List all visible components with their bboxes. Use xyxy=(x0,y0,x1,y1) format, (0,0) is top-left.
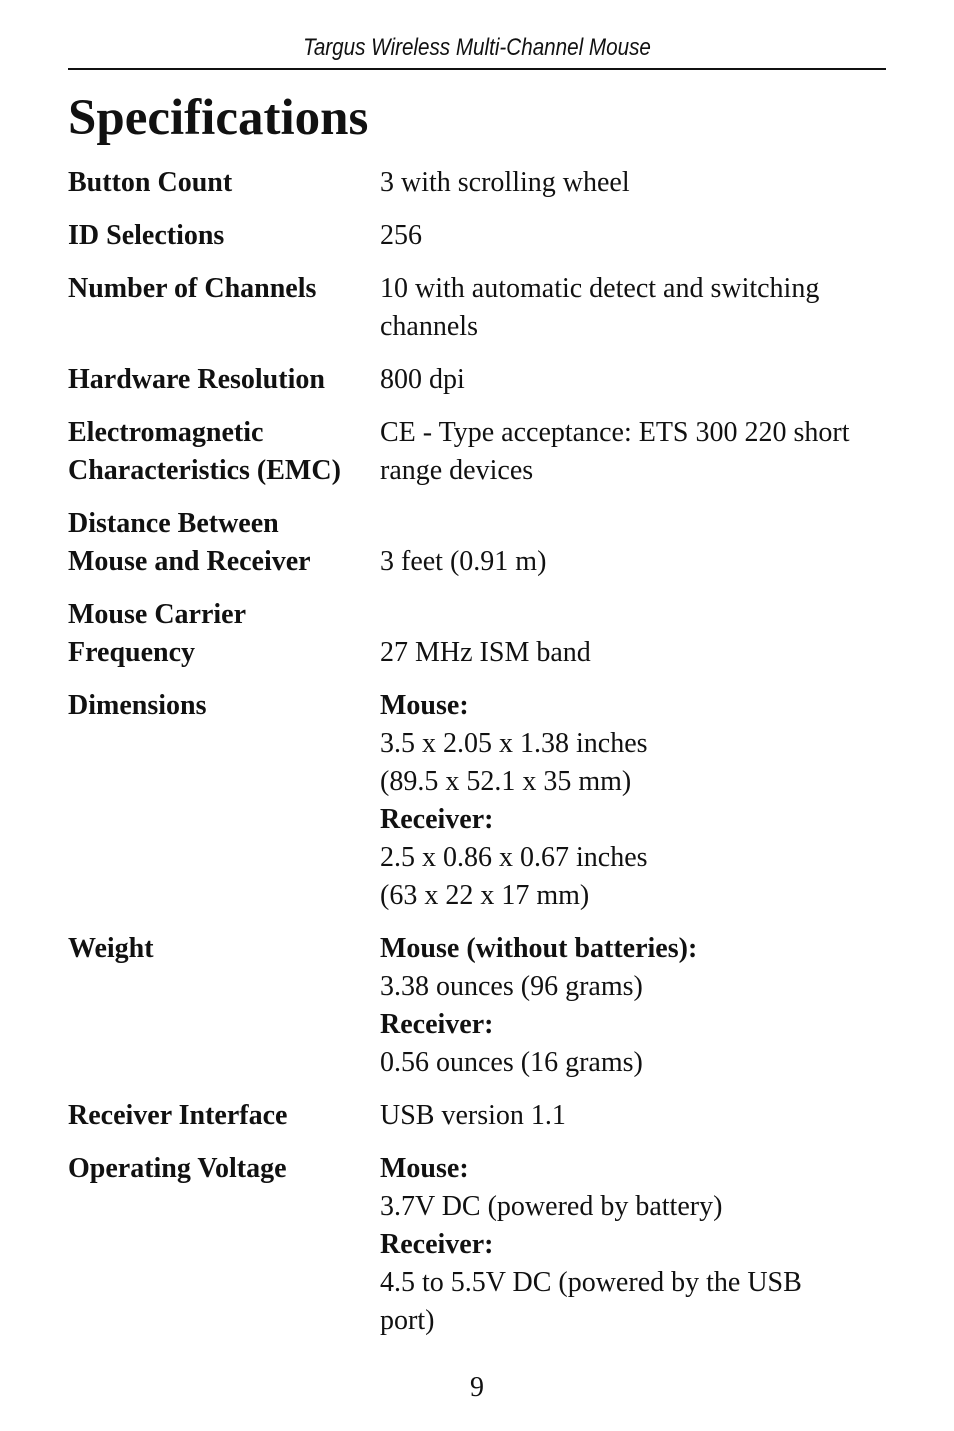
spec-label-line: Receiver Interface xyxy=(68,1100,288,1131)
spec-row xyxy=(68,361,886,399)
spec-value-line: 2.5 x 0.86 x 0.67 inches xyxy=(380,842,648,873)
spec-label-line: Frequency xyxy=(68,637,196,668)
spec-label-line: Number of Channels xyxy=(68,273,317,304)
spec-label-line: Button Count xyxy=(68,167,233,198)
spec-value xyxy=(380,505,886,581)
spec-label-line: Mouse and Receiver xyxy=(68,546,311,577)
spec-label xyxy=(68,930,380,1082)
spec-value xyxy=(380,164,886,202)
spec-row xyxy=(68,687,886,915)
spec-label xyxy=(68,217,380,255)
spec-label xyxy=(68,1150,380,1340)
spec-value xyxy=(380,1097,886,1135)
spec-label xyxy=(68,1097,380,1135)
spec-value-line: 3.7V DC (powered by battery) xyxy=(380,1191,723,1222)
spec-value-line: port) xyxy=(380,1305,435,1336)
spec-value-line: range devices xyxy=(380,455,534,486)
spec-label-line: Dimensions xyxy=(68,690,207,721)
spec-label-line: Mouse Carrier xyxy=(68,599,247,630)
header-rule xyxy=(68,68,886,70)
spec-value-subheading: Receiver: xyxy=(380,804,494,835)
spec-value-line: 4.5 to 5.5V DC (powered by the USB xyxy=(380,1267,802,1298)
spec-label-line: Distance Between xyxy=(68,508,279,539)
spec-row xyxy=(68,596,886,672)
spec-value-line: (63 x 22 x 17 mm) xyxy=(380,880,590,911)
spec-value xyxy=(380,361,886,399)
spec-value-line: 27 MHz ISM band xyxy=(380,637,591,668)
spec-value-line: channels xyxy=(380,311,478,342)
spec-row xyxy=(68,930,886,1082)
spec-label xyxy=(68,596,380,672)
spec-label xyxy=(68,505,380,581)
spec-label xyxy=(68,687,380,915)
spec-row xyxy=(68,217,886,255)
spec-value-line: USB version 1.1 xyxy=(380,1100,566,1131)
spec-value-subheading: Mouse (without batteries): xyxy=(380,933,698,964)
spec-value xyxy=(380,596,886,672)
spec-value-line: 3 feet (0.91 m) xyxy=(380,546,547,577)
spec-value xyxy=(380,930,886,1082)
spec-label xyxy=(68,361,380,399)
spec-value-subheading: Mouse: xyxy=(380,690,469,721)
spec-label-line: Hardware Resolution xyxy=(68,364,325,395)
spec-label-line: Characteristics (EMC) xyxy=(68,455,341,486)
spec-row xyxy=(68,414,886,490)
spec-label xyxy=(68,270,380,346)
spec-value-line: 3.38 ounces (96 grams) xyxy=(380,971,643,1002)
spec-value-line: 3 with scrolling wheel xyxy=(380,167,630,198)
spec-row xyxy=(68,1097,886,1135)
spec-label-line: ID Selections xyxy=(68,220,225,251)
spec-label-line: Weight xyxy=(68,933,154,964)
spec-table xyxy=(68,164,886,1355)
spec-value-subheading: Mouse: xyxy=(380,1153,469,1184)
spec-value-line: 10 with automatic detect and switching xyxy=(380,273,820,304)
spec-value-line: 0.56 ounces (16 grams) xyxy=(380,1047,643,1078)
spec-value xyxy=(380,270,886,346)
spec-value-subheading: Receiver: xyxy=(380,1229,494,1260)
spec-value xyxy=(380,414,886,490)
spec-value-line: 3.5 x 2.05 x 1.38 inches xyxy=(380,728,648,759)
spec-value-line: 800 dpi xyxy=(380,364,465,395)
spec-row xyxy=(68,505,886,581)
spec-label-line: Electromagnetic xyxy=(68,417,264,448)
spec-value xyxy=(380,217,886,255)
running-header: Targus Wireless Multi-Channel Mouse xyxy=(303,34,651,61)
spec-value-line: (89.5 x 52.1 x 35 mm) xyxy=(380,766,632,797)
spec-value xyxy=(380,1150,886,1340)
spec-value-subheading: Receiver: xyxy=(380,1009,494,1040)
spec-row xyxy=(68,164,886,202)
spec-label xyxy=(68,414,380,490)
spec-row xyxy=(68,270,886,346)
spec-label-line: Operating Voltage xyxy=(68,1153,287,1184)
spec-row xyxy=(68,1150,886,1340)
spec-value xyxy=(380,687,886,915)
spec-label xyxy=(68,164,380,202)
spec-value-line: 256 xyxy=(380,220,422,251)
page-number: 9 xyxy=(470,1372,484,1403)
page-title: Specifications xyxy=(68,90,369,146)
spec-value-line: CE - Type acceptance: ETS 300 220 short xyxy=(380,417,850,448)
